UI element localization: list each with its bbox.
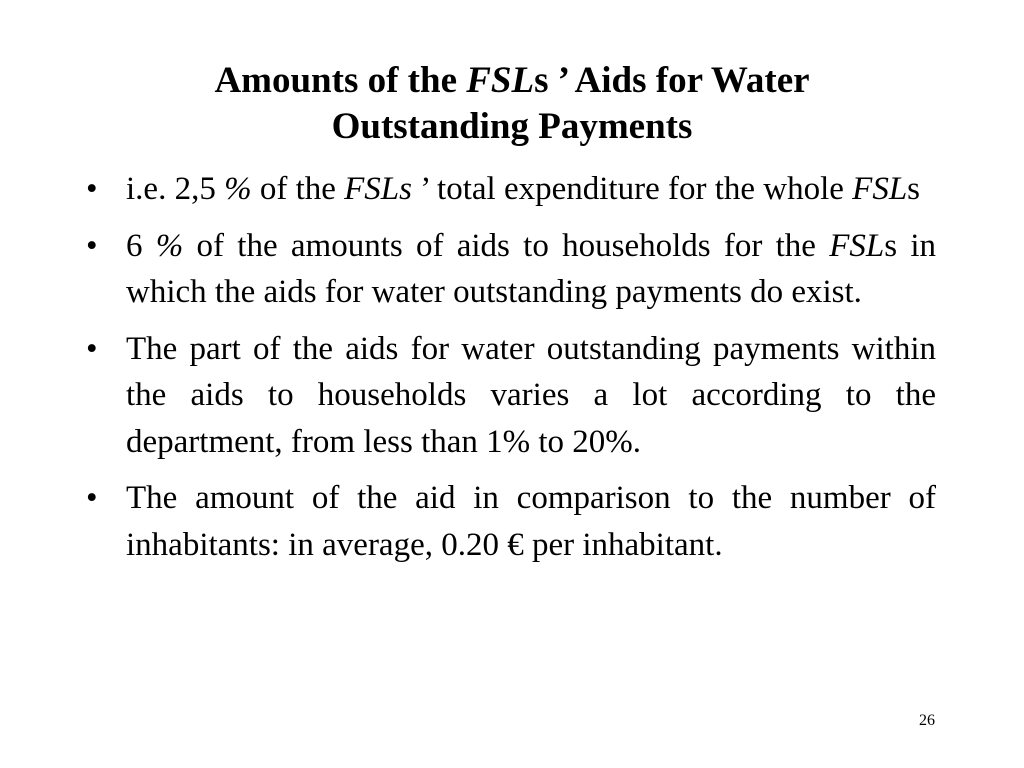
fsl-acronym: FSL (466, 60, 535, 101)
bullet-icon (86, 166, 116, 213)
slide-title (0, 58, 1024, 150)
bullet-item-department-variation: • The part of the aids for water outstanding payments within the aids to households varies a lot according to the department, from less than 1% to 20%. (86, 326, 936, 466)
bullet-item-expenditure-share: • i.e. 2,5 % of the FSLs ’ total expenditure for the whole FSLs (86, 166, 936, 213)
bullet-item-per-inhabitant: • The amount of the aid in comparison to the number of inhabitants: in average, 0.20 € per inhabitant. (86, 475, 936, 568)
bullet-list (86, 166, 936, 578)
fsl-acronym: FSL (829, 227, 885, 264)
bullet-icon (86, 475, 116, 522)
fsl-acronym: FSL (852, 171, 908, 207)
slide-title-line-1: Amounts of the FSLs ’ Aids for Water (214, 60, 810, 101)
slide-title-line-2: Outstanding Payments (331, 106, 693, 147)
bullet-item-household-aid-share: • 6 % of the amounts of aids to households for the FSLs in which the aids for water outstanding payments do exist. (86, 223, 936, 316)
bullet-icon (86, 326, 116, 373)
fsl-acronym: FSLs (344, 171, 412, 207)
page-number: 26 (919, 712, 935, 729)
bullet-icon (86, 223, 116, 270)
